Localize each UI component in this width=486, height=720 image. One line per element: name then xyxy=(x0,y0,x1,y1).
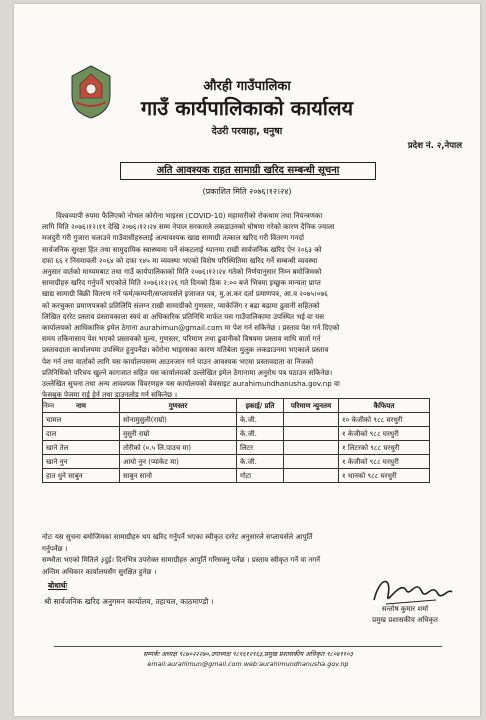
office-address: देउरी परवाहा, धनुषा xyxy=(211,126,283,137)
footer-contact-line: सम्पर्कः अध्यक्ष ९८७०२२२७०,उपाध्यक्ष ९८१६१२९६३,प्रमुख प्रशासकीय अधिकृत ९८०४११०३ xyxy=(143,650,353,658)
cell-quality: तोरीको (०.५ लि.पाउच मा) xyxy=(120,441,237,455)
cell-quantity xyxy=(284,469,339,483)
cell-remarks: १ थानको ९८८ घरधुरी xyxy=(339,469,430,483)
items-table xyxy=(42,398,430,483)
cell-remarks: १ लिटरको ९८८ घरधुरी xyxy=(339,441,430,455)
footer-web-line: email:aurahimun@gmail.com web:aurahimundhanusha.gov.np xyxy=(147,660,349,668)
body-line: लागि मिति २०७६।१२।११ देखि २०७६।१२।२४ सम्म नेपाल सरकारले लकडाउनको घोषणा गरेको कारण दैनिक ज्याला xyxy=(42,222,335,232)
signatory-title: प्रमुख प्रशासकीय अधिकृत xyxy=(372,616,438,624)
body-line: उल्लेखित सुचना तथा अन्य आवश्यक विवरणहरु यस कार्यालयको वेवसाइट aurahimundhanusha.gov.np वा xyxy=(42,379,340,389)
cell-quantity xyxy=(284,427,339,441)
cell-remarks: १० केजीको ९८८ घरधुरी xyxy=(339,413,430,427)
body-line: कार्यालयको आधिकारिक इमेल ठेगाना aurahimun@gmail.com मा पेश गर्न सकिनेछ । प्रस्ताव पेश गर्न दिएको xyxy=(42,323,340,333)
bodhartha-label: बोधार्थः xyxy=(48,581,68,590)
body-line: अनुसार वार्तको माध्यमबाट तथा गाउँ कार्यपालिकाको मिति २०७६।१२।२४ गतेको निर्णयानुसार निम्न बमोजिमको xyxy=(42,267,322,277)
body-line: लिखित दररेट प्रस्ताव प्रस्तावकाला स्वयं वा अधिकारिक प्रतिनिधि मार्फत यस गाउँपालिकामा उपस्थित भई वा यस xyxy=(42,311,325,321)
cell-quantity xyxy=(284,455,339,469)
body-line: पेश गर्न तथा वार्ताको लागि यस कार्यालयसम्म आउनजान गर्न पाउन आवश्यक भएमा प्रस्तावदाता वा निजको xyxy=(42,356,314,366)
cell-name: चामल xyxy=(43,413,120,427)
body-line: प्रतिनिधिको परिचय खुल्ने कागजात सहित यस कार्यालयको उल्लेखित इमेल ठेगानामा अनुरोध पत्र पठाउन सकिनेछ। xyxy=(42,367,333,377)
body-line: विश्वव्यापी रुपमा फैलिएको नोभल कोरोना भाइरस (COVID-10) महामारीको रोकथाम तथा नियन्त्रणका xyxy=(56,211,323,220)
cell-quality: मुसुरी राम्रो xyxy=(120,427,237,441)
cell-name: हात धुने साबुन xyxy=(43,469,120,483)
col-header-remarks: कैफियत xyxy=(339,399,430,413)
cell-unit: के.जी. xyxy=(237,455,284,469)
municipality-name: औरही गाउँपालिका xyxy=(203,79,291,94)
table-row xyxy=(43,469,430,483)
cell-quality: आयो नुन (प्याकेट मा) xyxy=(120,455,237,469)
contact-footer xyxy=(54,646,442,669)
province-label: प्रदेश नं. २,नेपाल xyxy=(407,141,462,151)
notice-document xyxy=(14,4,480,716)
table-row xyxy=(43,455,430,469)
cell-name: खाने तेल xyxy=(43,441,120,455)
cell-quantity xyxy=(284,413,339,427)
office-name: गाउँ कार्यपालिकाको कार्यालय xyxy=(140,96,354,120)
published-date: (प्रकाशित मिति २०७६।१२।२४) xyxy=(202,187,292,196)
cell-quality: सोनामुसुली(राम्रो) xyxy=(120,413,237,427)
table-header-row xyxy=(43,399,430,413)
table-row xyxy=(43,441,430,455)
note-line: नोटः यस सुचना बमोजिमका सामाग्रीहरु थप खरिद गर्नुपर्ने भएका स्वीकृत दररेट अनुसारले सप्लायर्सले आपुर्ति xyxy=(42,533,313,541)
col-header-quality: गुणस्तर xyxy=(120,399,237,413)
note-line: सम्भौता भएको मितिले ३दुई। दिनभित्र उपरोक्त सामाग्रीहरु आपुर्ति गरिसक्नु पर्नेछ । प्रस्ताव स्वीकृत गर्ने वा नगर्ने xyxy=(42,556,321,564)
signatory-name: सन्तोष कुमार शर्मा xyxy=(381,605,429,613)
cell-remarks: १ केजीको ९८८ घरधुरी xyxy=(339,427,430,441)
col-header-quantity: परिमाण न्युनतम xyxy=(284,399,339,413)
body-line: को करचुक्ता प्रमाणपत्रको प्रतिलिपि संलग्न राखी सामाग्रीको गुणस्तर, प्याकेजिंग र बढा बढामा ढुवानी सहितको xyxy=(42,300,320,310)
cell-unit: लिटर xyxy=(237,441,284,455)
cell-quantity xyxy=(284,441,339,455)
cell-name: दाल xyxy=(43,427,120,441)
col-header-name: नाम xyxy=(43,399,120,413)
body-line: फेसबुक पेजमा राई हेर्न तथा डाउनलोड गर्न सकिनेछ । xyxy=(42,390,178,400)
cell-quality: साबुन सानो xyxy=(120,469,237,483)
body-line: दफा ६६ र नियमावली २०६४ को दफा १४५ मा व्यवस्था भएको विशेष परिस्थितिमा खरिद गर्ने सम्बन्धी व्यवस्था xyxy=(42,255,318,265)
cell-unit: के.जी. xyxy=(237,413,284,427)
body-line: प्रस्तावदाता कार्यालयमा उपस्थित हुनुपर्नेछ। कोरोना भाइरसका कारण यतिबेला मुलुक लकडाउनमा भएकाले प्रस्ताव xyxy=(42,345,329,355)
note-line: अन्तिम अधिकार कार्यालयसँग सुरक्षित हुनेछ । xyxy=(42,567,157,576)
cell-name: खाने नुन xyxy=(43,455,120,469)
bodhartha-line: श्री सार्वजनिक खरिद अनुगमन कार्यालय, तहाचल, काठमाण्डौ । xyxy=(44,597,214,606)
body-line: समय तकिनासाय पेश भएको प्रस्तावको मुल्य, गुणस्तर, परिमाण तथा ढुवानीको विषयमा प्रस्ताव माथि वार्ता गर्न xyxy=(42,334,321,344)
table-caption: निम्न xyxy=(42,401,55,411)
notice-title: अति आवश्यक राहत सामाग्री खरिद सम्बन्धी सूचना xyxy=(120,162,376,180)
body-line: सामाग्रीहरु खरिद गर्नुपर्ने भएकोले मिति २०७६।१२।२६ गते दिनको ठिक २:०० बजे भित्रमा इच्छुक मान्यता प्राप्त xyxy=(42,278,321,288)
note-line: गर्नुपर्नेछ । xyxy=(42,544,68,553)
col-header-unit: इकाई/ प्रति xyxy=(237,399,284,413)
body-line: खाद्य सामाग्री बिक्री वितरण गर्ने फर्म/कम्पनी/सप्लायर्सले इजाजत पत्र, मु.अ.कर दर्ता प्रमाणपत्र, आ.व २०७५।०७६ xyxy=(42,289,328,299)
signatory-block xyxy=(350,604,460,626)
cell-unit: के.जी. xyxy=(237,427,284,441)
table-row xyxy=(43,427,430,441)
table-row xyxy=(43,413,430,427)
cell-remarks: १ केजीको ९८८ घरधुरी xyxy=(339,455,430,469)
body-line: मजदुरी गरी गुजारा चलाउने गाउँवासीहरुलाई अत्यावश्यक खाद्य सामाग्री तत्काल खरिद गरी वितरण गनर्दा xyxy=(42,233,304,243)
notice-body xyxy=(42,210,466,412)
cell-unit: गोटा xyxy=(237,469,284,483)
body-line: सार्वजनिक सुरक्षा हित तथा सामुदायिक स्वास्थ्यमा पर्ने संकटलाई ध्यानमा राखी सार्वजनिक खरिद ऐन २०६३ को xyxy=(42,244,322,254)
